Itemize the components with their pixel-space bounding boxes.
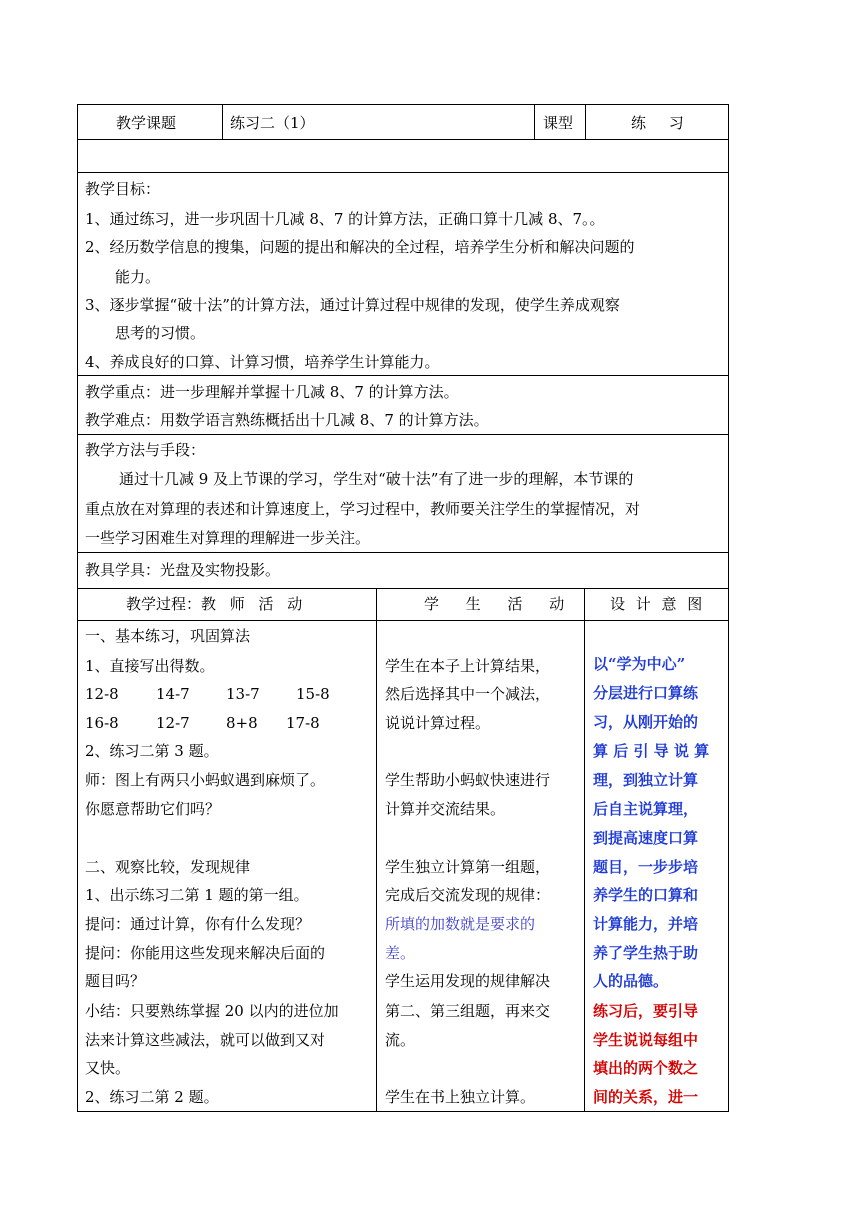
student-line: 说说计算过程。 (385, 714, 491, 732)
teacher-line: 提问：你能用这些发现来解决后面的 (85, 944, 326, 962)
calc-item: 8+8 (226, 714, 258, 732)
methods-line: 一些学习困难生对算理的理解进一步关注。 (85, 529, 371, 547)
teacher-line: 师：图上有两只小蚂蚁遇到麻烦了。 (85, 771, 326, 789)
teacher-line: 又快。 (85, 1059, 131, 1077)
calc-item: 15-8 (296, 685, 330, 703)
objectives-title: 教学目标： (85, 180, 161, 198)
teacher-line: 你愿意帮助它们吗？ (85, 800, 221, 818)
table-border-top (77, 104, 729, 105)
student-line: 学生帮助小蚂蚁快速进行 (385, 771, 551, 789)
section-title: 二、观察比较，发现规律 (85, 858, 251, 876)
design-line-red: 填出的两个数之 (593, 1059, 699, 1077)
design-line: 以“学为中心” (593, 655, 686, 673)
student-line: 然后选择其中一个减法， (385, 685, 551, 703)
design-intent-header: 设 计 意 图 (610, 595, 703, 613)
design-line: 分层进行口算练 (593, 684, 699, 702)
row-divider (77, 139, 729, 140)
design-line: 计算能力，并培 (593, 915, 699, 933)
design-line: 到提高速度口算 (593, 829, 699, 847)
student-line-highlight: 差。 (385, 944, 416, 962)
design-line: 习，从刚开始的 (593, 713, 699, 731)
objective-line: 2、经历数学信息的搜集，问题的提出和解决的全过程，培养学生分析和解决问题的 (85, 238, 635, 256)
calc-item: 12-8 (85, 685, 119, 703)
teacher-line: 法来计算这些减法，就可以做到又对 (85, 1031, 326, 1049)
teaching-focus: 教学重点：进一步理解并掌握十几减 8、7 的计算方法。 (85, 383, 459, 401)
type-label: 课型 (543, 114, 574, 132)
objective-line: 思考的习惯。 (115, 324, 206, 342)
topic-value: 练习二（1） (230, 114, 315, 132)
objective-line: 1、通过练习，进一步巩固十几减 8、7 的计算方法，正确口算十几减 8、7。。 (85, 210, 605, 228)
exercise-item: 2、练习二第 3 题。 (85, 742, 219, 760)
row-divider (77, 172, 729, 173)
design-line: 人的品德。 (593, 972, 669, 990)
methods-line: 重点放在对算理的表述和计算速度上，学习过程中，教师要关注学生的掌握情况，对 (85, 500, 641, 518)
teaching-tools: 教具学具：光盘及实物投影。 (85, 561, 281, 579)
teacher-activity-header: 教学过程：教 师 活 动 (126, 595, 303, 613)
objective-line: 4、养成良好的口算、计算习惯，培养学生计算能力。 (85, 353, 440, 371)
row-divider (77, 588, 729, 589)
table-border-bottom (77, 1111, 729, 1112)
calc-item: 12-7 (156, 714, 190, 732)
col-divider (584, 588, 585, 1112)
design-line: 算 后 引 导 说 算 (593, 742, 710, 760)
calc-item: 14-7 (156, 685, 190, 703)
design-line: 养了学生热于助 (593, 944, 699, 962)
design-line-red: 间的关系，进一 (593, 1088, 699, 1106)
design-line: 题目，一步步培 (593, 858, 699, 876)
col-divider (534, 104, 535, 140)
methods-title: 教学方法与手段： (85, 441, 206, 459)
objective-line: 3、逐步掌握“破十法”的计算方法，通过计算过程中规律的发现，使学生养成观察 (85, 296, 620, 314)
student-line: 完成后交流发现的规律： (385, 886, 551, 904)
section-title: 一、基本练习，巩固算法 (85, 627, 251, 645)
student-line: 学生在书上独立计算。 (385, 1088, 536, 1106)
student-line: 第二、第三组题，再来交 (385, 1002, 551, 1020)
student-line: 计算并交流结果。 (385, 800, 506, 818)
teaching-difficulty: 教学难点：用数学语言熟练概括出十几减 8、7 的计算方法。 (85, 411, 489, 429)
teacher-line: 提问：通过计算，你有什么发现？ (85, 915, 311, 933)
row-divider (77, 620, 729, 621)
calc-item: 16-8 (85, 714, 119, 732)
calc-item: 17-8 (286, 714, 320, 732)
student-line: 学生独立计算第一组题， (385, 858, 551, 876)
student-line: 学生在本子上计算结果， (385, 657, 551, 675)
design-line: 理，到独立计算 (593, 771, 699, 789)
student-line: 流。 (385, 1031, 416, 1049)
row-divider (77, 434, 729, 435)
topic-label: 教学课题 (116, 114, 177, 132)
row-divider (77, 375, 729, 376)
type-value: 练 习 (631, 114, 684, 132)
col-divider (222, 104, 223, 140)
exercise-item: 2、练习二第 2 题。 (85, 1088, 219, 1106)
table-border-right (728, 104, 729, 1112)
col-divider (376, 588, 377, 1112)
exercise-item: 1、出示练习二第 1 题的第一组。 (85, 886, 309, 904)
student-line-highlight: 所填的加数就是要求的 (385, 915, 536, 933)
design-line: 后自主说算理， (593, 800, 699, 818)
teacher-line: 小结：只要熟练掌握 20 以内的进位加 (85, 1002, 339, 1020)
row-divider (77, 552, 729, 553)
design-line-red: 学生说说每组中 (593, 1031, 699, 1049)
design-line: 养学生的口算和 (593, 886, 699, 904)
table-border-left (77, 104, 78, 1112)
col-divider (585, 104, 586, 140)
calc-item: 13-7 (226, 685, 260, 703)
methods-line: 通过十几减 9 及上节课的学习，学生对“破十法”有了进一步的理解，本节课的 (119, 470, 634, 488)
student-activity-header: 学 生 活 动 (424, 595, 565, 613)
objective-line: 能力。 (115, 268, 161, 286)
design-line-red: 练习后，要引导 (593, 1002, 699, 1020)
teacher-line: 题目吗？ (85, 972, 146, 990)
student-line: 学生运用发现的规律解决 (385, 972, 551, 990)
exercise-item: 1、直接写出得数。 (85, 657, 215, 675)
